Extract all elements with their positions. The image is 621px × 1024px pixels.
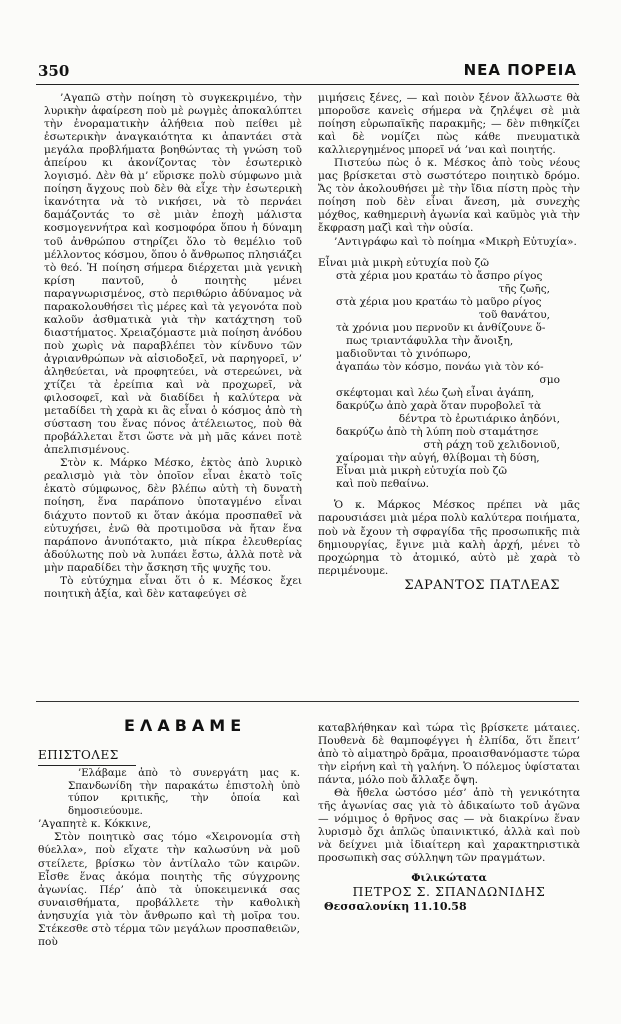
section-divider — [36, 701, 579, 702]
letter-sender: ΠΕΤΡΟΣ Σ. ΣΠΑΝΔΩΝΙΔΗΣ — [352, 883, 546, 899]
poem-line: δακρύζω ἀπὸ τὴ λύπη ποὺ σταμάτησε — [336, 426, 539, 439]
letter-paragraph: Στὸν ποιητικὸ σας τόμο «Χειρονομία στὴ θύελλα», ποὺ εἴχατε τὴν καλωσύνη νὰ μοῦ στείλετε, βρίσκω τὸν ἀντίλαλο τῶν καιρῶν. Εἶσθε ἕνας ἀκόμα ποιητὴς τῆς σύγχρονης ἀγωνίας. Πέρ’ ἀπὸ τὰ ὑποκειμενικά σας συναισθήματα, προβάλλετε τὴν καθολικὴ ἀνησυχία γιὰ τὸν ἄνθρωπο καὶ τὴ μοῖρα του. Στέκεσθε στὸ τέρμα τῶν μεγάλων προσπαθειῶν, ποὺ — [38, 831, 300, 948]
poem-line: καὶ ποὺ πεθαίνω. — [336, 478, 430, 491]
poem-line: Εἶναι μιὰ μικρὴ εὐτυχία ποὺ ζῶ — [318, 256, 490, 269]
journal-title: ΝΕΑ ΠΟΡΕΙΑ — [463, 61, 577, 79]
poem-line: ἀγαπάω τὸν κόσμο, πονάω γιὰ τὸν κό- — [336, 360, 544, 373]
author-signature: ΣΑΡΑΝΤΟΣ ΠΑΤΛΕΑΣ — [404, 577, 560, 593]
poem-line: σκέφτομαι καὶ λέω ζωὴ εἶναι ἀγάπη, — [336, 387, 535, 400]
poem-line: τὰ χρόνια μου περνοῦν κι ἀνθίζουνε ὅ- — [336, 321, 546, 334]
header-rule — [36, 84, 579, 85]
article-paragraph: Τὸ εὐτύχημα εἶναι ὅτι ὁ κ. Μέσκος ἔχει ποιητικὴ ἀξία, καὶ δὲν καταφεύγει σὲ — [44, 574, 302, 600]
poem-line: στὴ ράχη τοῦ χελιδονιοῦ, — [423, 439, 560, 452]
article-column-2 — [318, 92, 580, 592]
poem-line: στὰ χέρια μου κρατάω τὸ μαῦρο ρίγος — [336, 295, 542, 308]
poem-line: δέντρα τὸ ἐρωτιάρικο ἀηδόνι, — [398, 413, 560, 426]
letter-greeting: ’Αγαπητὲ κ. Κόκκινε, — [38, 818, 152, 831]
article-paragraph: ’Αγαπῶ στὴν ποίηση τὸ συγκεκριμένο, τὴν λυρικὴν ἀφαίρεση ποὺ μὲ ρωγμὲς ἀποκαλύπτει τὴν ἐνοραματικὴν ἀλήθεια ποὺ πείθει μὲ ἐσωτερικὴν ἀναγκαιότητα κι ἀπαντάει στὰ μεγάλα προβλήματα βοηθώντας τὴ γνώση τοῦ ἀπείρου κι ἀκονίζοντας τὸν ἐσωτερικὸ λογισμό. Δὲν θὰ μ’ εὕρισκε πολὺ σύμφωνο μιὰ ποίηση ἄγχους ποὺ δὲν θὰ εἶχε τὴν ἐσωτερικὴ ἱκανότητα νὰ τὸ νικήσει, νὰ τὸ περνάει δαμάζοντάς το σὲ μιὰν ἐποχὴ μάλιστα κοσμογεννήτρα καὶ κοσμοφόρα ὅπου ἡ δύναμη τοῦ ἀνθρώπου στηρίζει ὅλο τὸ θεμέλιο τοῦ μέλλοντος κόσμου, ὅπου ὁ ἄνθρωπος πλησιάζει τὸ θεό. Ἡ ποίηση σήμερα διέρχεται μιὰ γενικὴ κρίση παντοῦ, ὁ ποιητὴς μένει παραγνωρισμένος, στὸ περιθώριο ἀδύναμος νὰ παρακολουθήσει τὶς μέρες καὶ τὰ γεγονότα ποὺ καλοῦν ἀσθματικὰ γιὰ τὴν κατάχτηση τοῦ διαστήματος. Χρειαζόμαστε μιὰ ποίηση ἀνόδου ποὺ χωρὶς νὰ παραβλέπει τὸν κίνδυνο τῶν ἀγριανθρώπων νὰ αἰσιοδοξεῖ, νὰ παρηγορεῖ, ν’ ἀληθεύεται, νὰ προφητεύει, νὰ στερεώνει, νὰ χτίζει τὰ ἐρείπια καὶ νὰ προχωρεῖ, νὰ φιλοσοφεῖ, καὶ νὰ διαδίδει ἡ καλύτερα νὰ μεταδίδει τὴ χαρὰ κι ἂς εἶναι ὁ κόσμος ἀπὸ τὴ σύσταση του ἕνας πόνος ἀτέλειωτος, ποὺ θὰ προβάλλεται ἔτσι ὥστε νὰ μὴ μᾶς κάνει ποτὲ ἀπελπισμένους. — [44, 92, 302, 457]
editor-note: ’Ελάβαμε ἀπὸ τὸ συνεργάτη μας κ. Σπανδωνίδη τὴν παρακάτω ἐπιστολὴ ὑπὸ τύπον κριτικῆς, τὴν ὁποία καὶ δημοσιεύουμε. — [68, 768, 300, 817]
letter-closing: Φιλικώτατα — [411, 871, 487, 884]
section-subtitle: ΕΠΙΣΤΟΛΕΣ — [38, 748, 119, 762]
letter-place-date: Θεσσαλονίκη 11.10.58 — [324, 899, 467, 913]
letter-paragraph: Θὰ ἤθελα ὡστόσο μέσ’ ἀπὸ τὴ γενικότητα τῆς ἀγωνίας σας γιὰ τὸ ἀδικαίωτο τοῦ ἀγῶνα — νόμιμος ὁ θρῆνος σας — νὰ διακρίνω ἕναν λυρισμὸ ὄχι ἁπλῶς ὑπαινικτικό, ἀλλὰ καὶ ποὺ νὰ δείχνει μιὰ ἰδιαίτερη καὶ χαρακτηριστικὰ προσωπικὴ σας σύλληψη τῶν πραγμάτων. — [318, 787, 580, 865]
article-paragraph: Πιστεύω πὼς ὁ κ. Μέσκος ἀπὸ τοὺς νέους μας βρίσκεται στὸ σωστότερο ποιητικὸ δρόμο. Ἄς τὸν ἀκολουθήσει μὲ τὴν ἴδια πίστη πρὸς τὴν ποίηση ποὺ δὲν εἶναι ἄνεση, μὰ συνεχὴς μόχθος, καθημερινὴ ἀγωνία καὶ καϋμὸς γιὰ τὴν ἔκφραση μαζὶ καὶ τὴν οὐσία. — [318, 157, 580, 235]
poem-line: μαδιοῦνται τὸ χινόπωρο, — [336, 347, 471, 360]
poem-line: τοῦ θανάτου, — [478, 308, 550, 321]
poem-line: πως τριαντάφυλλα τὴν ἄνοιξη, — [346, 334, 514, 347]
article-paragraph: Στὸν κ. Μάρκο Μέσκο, ἐκτὸς ἀπὸ λυρικὸ ρεαλισμὸ γιὰ τὸν ὁποῖον εἶναι ἑκατὸ τοῖς ἑκατὸ σύμφωνος, δὲν βλέπω αὐτὴ τὴ δυνατὴ ποίηση, ἕνα παράπονο ὑποταγμένο εἶναι διάχυτο ποντοῦ κι ὅταν ἀκόμα προσπαθεῖ νὰ εὐτυχήσει, ἐνῶ θὰ προτιμοῦσα νὰ ἤταν ἕνα παράπονο ἀνυπότακτο, μιὰ πίκρα ἐλευθερίας ἀδούλωτης ποὺ νὰ λυπάει ἔστω, ἀλλὰ ποτὲ νὰ μὴν παραδίδει τὴν ἄσκηση τῆς ψυχῆς του. — [44, 457, 302, 574]
article-column-1 — [44, 92, 302, 601]
poem-line: σμο — [539, 373, 560, 386]
poem-line: Εἶναι μιὰ μικρὴ εὐτυχία ποὺ ζῶ — [336, 465, 508, 478]
poem-line: τῆς ζωῆς, — [498, 282, 550, 295]
section-title: ΕΛΑΒΑΜΕ — [124, 716, 247, 735]
letter-column-1 — [38, 768, 300, 949]
poem-line: δακρύζω ἀπὸ χαρὰ ὅταν πυροβολεῖ τὰ — [336, 400, 542, 413]
article-paragraph: Ὁ κ. Μάρκος Μέσκος πρέπει νὰ μᾶς παρουσιάσει μιὰ μέρα πολὺ καλύτερα ποιήματα, ποὺ νὰ ἔχουν τὴ σφραγίδα τῆς προσωπικῆς πιὰ δημιουργίας, ἔγινε μιὰ καλὴ ἀρχή, μένει τὸ προχώρημα τὸ ἀτομικό, αὐτὸ μὲ χαρὰ τὸ περιμένουμε. — [318, 499, 580, 577]
poem-line: στὰ χέρια μου κρατάω τὸ ἄσπρο ρίγος — [336, 269, 543, 282]
page-number: 350 — [38, 62, 70, 80]
article-paragraph: μιμήσεις ξένες, — καὶ ποιὸν ξένον ἄλλωστε θὰ μποροῦσε κανεὶς σήμερα νὰ ζηλέψει σὲ μιὰ ποίηση εὐρωπαϊκῆς παρακμῆς; — δὲν πιθηκίζει καὶ δὲ νομίζει πὼς κάθε πνευματικὰ καλλιεργημένος μπορεῖ νά ’ναι καὶ ποιητής. — [318, 92, 580, 157]
poem-line: χαίρομαι τὴν αὐγή, θλίβομαι τὴ δύση, — [336, 452, 540, 465]
subtitle-underline — [38, 765, 136, 766]
letter-column-2 — [318, 722, 580, 913]
poem — [318, 257, 580, 492]
article-paragraph: ’Αντιγράφω καὶ τὸ ποίημα «Μικρὴ Εὐτυχία». — [334, 235, 577, 248]
letter-paragraph: καταβλήθηκαν καὶ τώρα τὶς βρίσκετε μάταιες. Πουθενὰ δὲ θαμποφέγγει ἡ ἐλπίδα, ὅτι ἔπειτ’ ἀπὸ τὸ αἱματηρὸ δρᾶμα, προαισθανόμαστε τώρα τὴν εἰρήνη καὶ τὴ γαλήνη. Ὁ πόλεμος ὑφίσταται πάντα, μόλο ποὺ ἄλλαξε ὄψη. — [318, 722, 580, 787]
